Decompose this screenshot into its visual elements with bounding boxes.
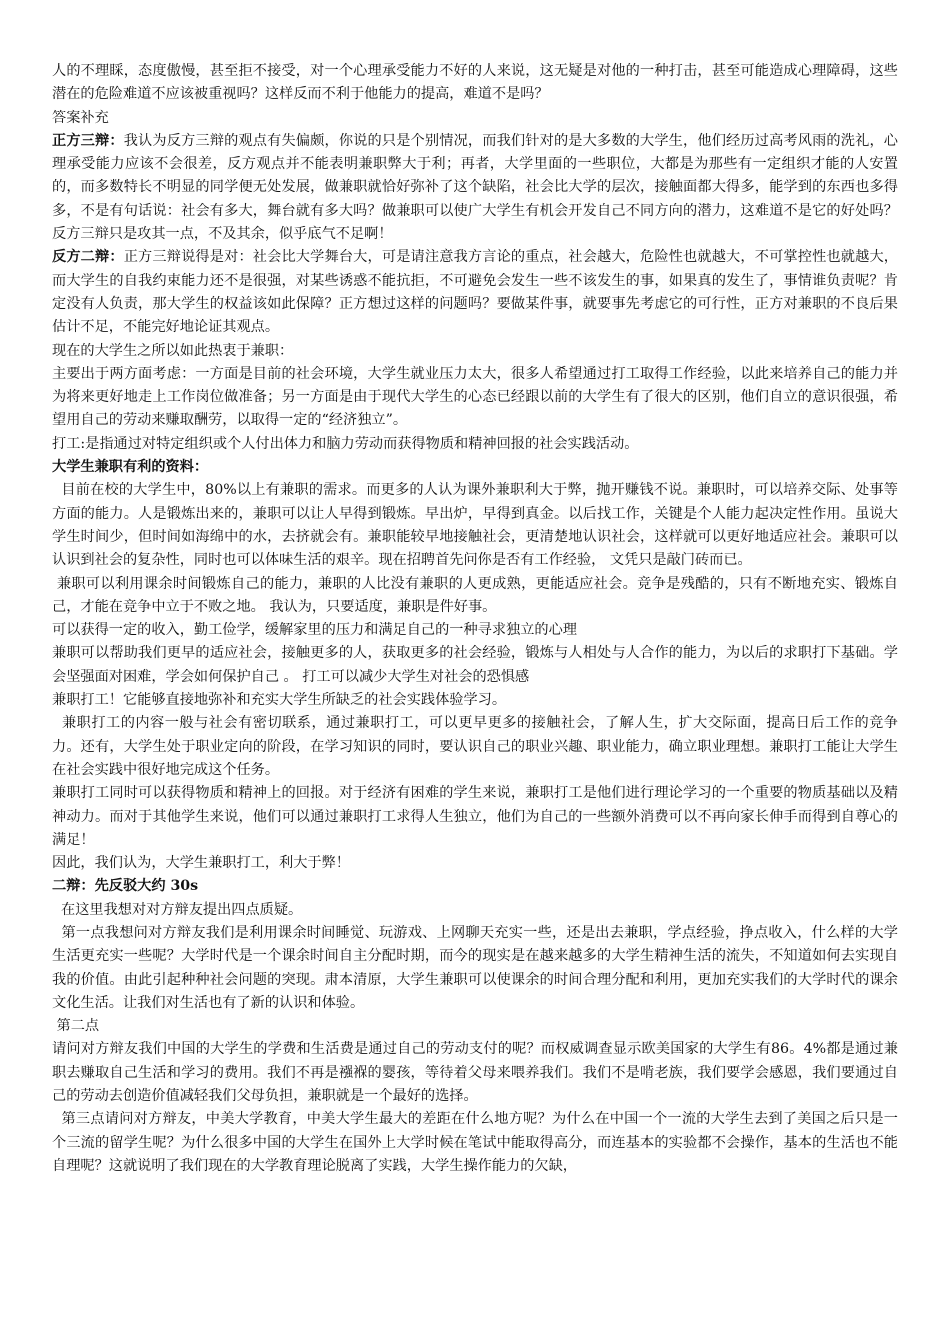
paragraph-point-three: 第三点请问对方辩友，中美大学教育，中美大学生最大的差距在什么地方呢？为什么在中国一个一流的大学生去到了美国之后只是一个三流的留学生呢？为什么很多中国的大学生在国外上大学时候在笔试中能取得高分，而连基本的实验都不会操作，基本的生活也不能自理呢？这就说明了我们现在的大学教育理论脱离了实践，大学生操作能力的欠缺， (52, 1111, 898, 1174)
section-heading-second-debater: 二辩：先反驳大约 30s (52, 878, 199, 895)
paragraph-negative-second: 反方二辩：正方三辩说得是对：社会比大学舞台大，可是请注意我方言论的重点，社会越大，危险性也就越大，不可掌控性也就越大，而大学生的自我约束能力还不是很强，对某些诱惑不能抗拒，不可避免会发生一些不该发生的事，如果真的发生了，事情谁负责呢？肯定没有人负责，那大学生的权益该如此保障？正方想过这样的问题吗？要做某件事，就要事先考虑它的可行性，正方对兼职的不良后果估计不足，不能完好地论证其观点。 (52, 249, 898, 336)
paragraph-point-two-title: 第二点 (52, 1018, 100, 1035)
paragraph-four-questions: 在这里我想对对方辩友提出四点质疑。 (52, 901, 303, 918)
paragraph-point-one: 第一点我想问对方辩友我们是利用课余时间睡觉、玩游戏、上网聊天充实一些，还是出去兼职，学点经验，挣点收入，什么样的大学生活更充实一些呢？大学时代是一个课余时间自主分配时期，而今的现实是在越来越多的大学生精神生活的流失，不知道如何去实现自我的价值。由此引起种种社会问题的突现。肃本清原，大学生兼职可以使课余的时间合理分配和利用，更加充实我们的大学时代的课余文化生活。让我们对生活也有了新的认识和体验。 (52, 924, 898, 1011)
paragraph-continuation: 人的不理睬，态度傲慢，甚至拒不接受，对一个心理承受能力不好的人来说，这无疑是对他的一种打击，甚至可能造成心理障碍，这些潜在的危险难道不应该被重视吗？这样反而不利于他能力的提高，难道不是吗？ (52, 63, 898, 103)
speaker-label: 正方三辩： (52, 132, 124, 149)
paragraph-materials-2: 兼职可以利用课余时间锻炼自己的能力，兼职的人比没有兼职的人更成熟，更能适应社会。竞争是残酷的，只有不断地充实、锻炼自己，才能在竞争中立于不败之地。 我认为，只要适度，兼职是件好事。 (52, 575, 898, 615)
paragraph-materials-4: 兼职可以帮助我们更早的适应社会，接触更多的人，获取更多的社会经验，锻炼与人相处与人合作的能力，为以后的求职打下基础。学会坚强面对困难，学会如何保护自己 。 打工可以减少大学生对社会的恐惧感 (52, 645, 898, 685)
section-heading-materials: 大学生兼职有利的资料： (52, 459, 209, 476)
paragraph-intro: 现在的大学生之所以如此热衷于兼职： (52, 342, 294, 359)
paragraph-materials-6: 兼职打工的内容一般与社会有密切联系，通过兼职打工，可以更早更多的接触社会，了解人生，扩大交际面，提高日后工作的竞争力。还有，大学生处于职业定向的阶段，在学习知识的同时，要认识自己的职业兴趣、职业能力，确立职业理想。兼职打工能让大学生在社会实践中很好地完成这个任务。 (52, 715, 898, 778)
paragraph-answer-supplement: 答案补充 (52, 109, 109, 126)
paragraph-affirmative-third: 正方三辩：我认为反方三辩的观点有失偏颇，你说的只是个别情况，而我们针对的是大多数的大学生，他们经历过高考风雨的洗礼，心理承受能力应该不会很差，反方观点并不能表明兼职弊大于利；再者，大学里面的一些职位，大都是为那些有一定组织才能的人安置的，而多数特长不明显的同学便无处发展，做兼职就恰好弥补了这个缺陷，社会比大学的层次，接触面都大得多，能学到的东西也多得多，不是有句话说：社会有多大，舞台就有多大吗？做兼职可以使广大学生有机会开发自己不同方向的潜力，这难道不是它的好处吗？反方三辩只是攻其一点，不及其余，似乎底气不足啊！ (52, 132, 898, 243)
paragraph-reasons: 主要出于两方面考虑：一方面是目前的社会环境，大学生就业压力太大，很多人希望通过打工取得工作经验，以此来培养自己的能力并为将来更好地走上工作岗位做准备；另一方面是由于现代大学生的心态已经跟以前的大学生有了很大的区别，他们自立的意识很强，希望用自己的劳动来赚取酬劳，以取得一定的“经济独立”。 (52, 365, 898, 429)
paragraph-materials-5: 兼职打工！它能够直接地弥补和充实大学生所缺乏的社会实践体验学习。 (52, 692, 507, 709)
speaker-label: 反方二辩： (52, 249, 124, 266)
paragraph-materials-3: 可以获得一定的收入，勤工俭学，缓解家里的压力和满足自己的一种寻求独立的心理 (52, 622, 577, 639)
paragraph-definition: 打工:是指通过对特定组织或个人付出体力和脑力劳动而获得物质和精神回报的社会实践活动。 (52, 435, 639, 452)
paragraph-conclusion: 因此，我们认为，大学生兼职打工，利大于弊！ (52, 855, 350, 872)
paragraph-materials-7: 兼职打工同时可以获得物质和精神上的回报。对于经济有困难的学生来说，兼职打工是他们进行理论学习的一个重要的物质基础以及精神动力。而对于其他学生来说，他们可以通过兼职打工求得人生独立，他们为自己的一些额外消费可以不再向家长伸手而得到自尊心的满足！ (52, 785, 898, 848)
paragraph-materials-1: 目前在校的大学生中，80%以上有兼职的需求。而更多的人认为课外兼职利大于弊，抛开赚钱不说。兼职时，可以培养交际、处事等方面的能力。人是锻炼出来的，兼职可以让人早得到锻炼。早出炉，早得到真金。以后找工作，关键是个人能力起决定性作用。虽说大学生时间少，但时间如海绵中的水，去挤就会有。兼职能较早地接触社会，更清楚地认识社会，这样就可以更好地适应社会。兼职可以认识到社会的复杂性，同时也可以体味生活的艰辛。现在招聘首先问你是否有工作经验， 文凭只是敲门砖而已。 (52, 482, 898, 569)
paragraph-point-two: 请问对方辩友我们中国的大学生的学费和生活费是通过自己的劳动支付的呢？而权威调查显示欧美国家的大学生有86。4%都是通过兼职去赚取自己生活和学习的费用。我们不再是襁褓的婴孩，等待着父母来喂养我们。我们不是啃老族，我们要学会感恩，我们要通过自己的劳动去创造价值减轻我们父母负担，兼职就是一个最好的选择。 (52, 1041, 898, 1105)
